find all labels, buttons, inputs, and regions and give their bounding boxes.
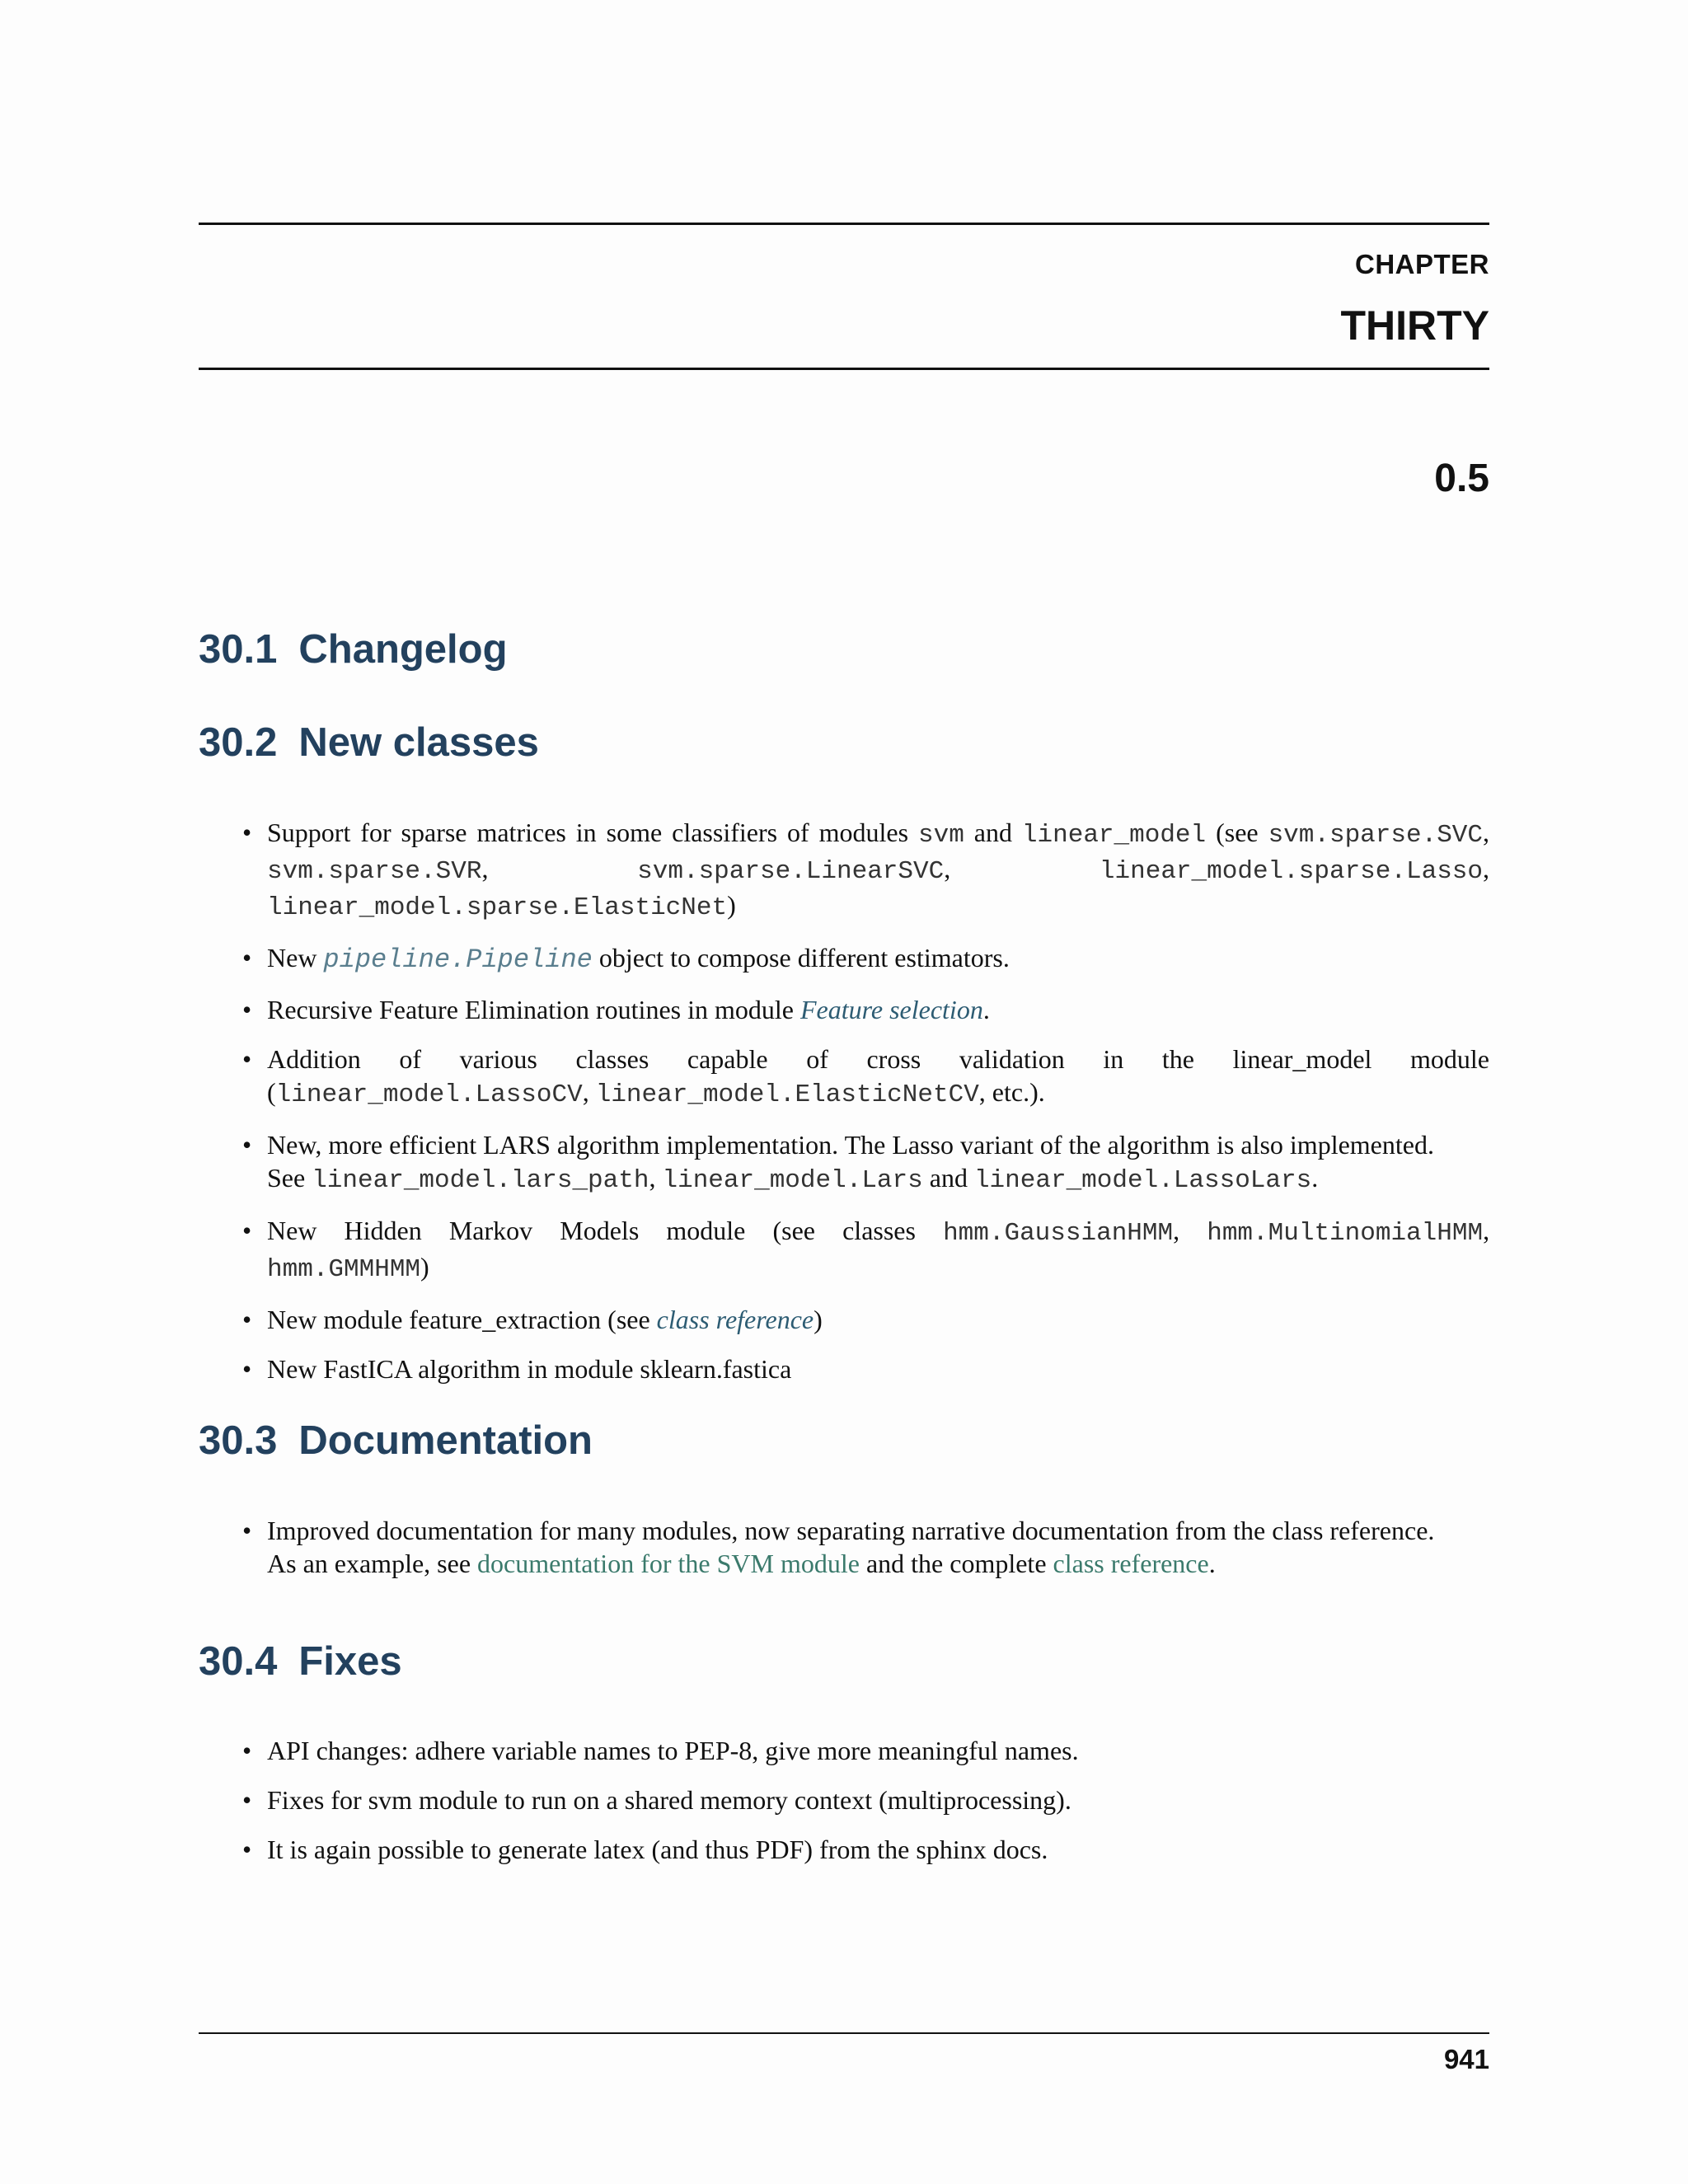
page-number: 941 <box>1443 2044 1489 2074</box>
code-lars: linear_model.Lars <box>662 1166 923 1195</box>
pipeline-link[interactable]: pipeline.Pipeline <box>323 944 593 975</box>
class-reference-link[interactable]: class reference <box>1053 1549 1209 1578</box>
line: • Support for sparse matrices in some classifiers of modules svm and linear_model (see svm.sparse.SVC, <box>267 818 1490 850</box>
documentation-list <box>267 1514 1489 1596</box>
section-number: 30.1 <box>199 627 278 672</box>
chapter-top-rule <box>199 223 1489 225</box>
line: • Improved documentation for many modules, now separating narrative documentation from the class reference. <box>267 1516 1435 1545</box>
code-lars-path: linear_model.lars_path <box>312 1166 649 1195</box>
list-item <box>267 1514 1489 1580</box>
fixes-list <box>267 1734 1489 1882</box>
line: linear_model.sparse.ElasticNet) <box>267 890 736 922</box>
svm-documentation-link[interactable]: documentation for the SVM module <box>477 1549 860 1578</box>
code-linear-model-sparse-lasso: linear_model.sparse.Lasso <box>1099 857 1483 886</box>
list-item: • New FastICA algorithm in module sklearn.fastica <box>267 1352 1489 1385</box>
class-reference-link[interactable]: class reference <box>656 1305 814 1334</box>
code-svm-sparse-linearsvc: svm.sparse.LinearSVC <box>637 857 945 886</box>
chapter-bottom-rule <box>199 368 1489 370</box>
line: hmm.GMMHMM) <box>267 1252 429 1284</box>
list-item: • Recursive Feature Elimination routines in module Feature selection. <box>267 993 1489 1026</box>
code-linear-model: linear_model <box>1021 821 1207 850</box>
section-title: Changelog <box>298 627 508 672</box>
code-svm: svm <box>918 821 964 850</box>
section-number: 30.4 <box>199 1639 278 1684</box>
section-number: 30.3 <box>199 1418 278 1463</box>
line: • Addition of various classes capable of cross validation in the linear_model module <box>267 1044 1489 1074</box>
list-item <box>267 816 1489 925</box>
code-lassolars: linear_model.LassoLars <box>973 1166 1312 1195</box>
line: svm.sparse.SVR, svm.sparse.LinearSVC, linear_model.sparse.Lasso, <box>267 854 1489 886</box>
version-title: 0.5 <box>1434 457 1489 500</box>
section-heading-fixes <box>199 1638 402 1685</box>
code-svm-sparse-svr: svm.sparse.SVR <box>267 857 482 886</box>
code-multinomialhmm: hmm.MultinomialHMM <box>1207 1219 1484 1248</box>
new-classes-list <box>267 816 1489 1402</box>
line: As an example, see documentation for the SVM module and the complete class reference. <box>267 1549 1216 1578</box>
chapter-name: THIRTY <box>1340 302 1489 349</box>
code-gaussianhmm: hmm.GaussianHMM <box>943 1219 1174 1248</box>
list-item: • It is again possible to generate latex (and thus PDF) from the sphinx docs. <box>267 1833 1489 1866</box>
list-item <box>267 1043 1489 1112</box>
list-item: • API changes: adhere variable names to PEP-8, give more meaningful names. <box>267 1734 1489 1767</box>
list-item: • New module feature_extraction (see class reference) <box>267 1303 1489 1336</box>
code-gmmhmm: hmm.GMMHMM <box>267 1255 421 1284</box>
list-item <box>267 1128 1489 1197</box>
line: See linear_model.lars_path, linear_model.Lars and linear_model.LassoLars. <box>267 1163 1319 1195</box>
line: • New Hidden Markov Models module (see classes hmm.GaussianHMM, hmm.MultinomialHMM, <box>267 1216 1490 1248</box>
section-heading-changelog <box>199 626 508 673</box>
code-linear-model-sparse-elasticnet: linear_model.sparse.ElasticNet <box>267 893 728 922</box>
section-heading-new-classes <box>199 719 539 766</box>
chapter-label: CHAPTER <box>1354 249 1489 279</box>
section-title: Documentation <box>298 1418 593 1463</box>
list-item: • New pipeline.Pipeline object to compose different estimators. <box>267 941 1489 977</box>
line: • New, more efficient LARS algorithm implementation. The Lasso variant of the algorithm is also implemented. <box>267 1130 1434 1160</box>
code-lassocv: linear_model.LassoCV <box>275 1080 583 1109</box>
section-heading-documentation <box>199 1418 593 1464</box>
code-elasticnetcv: linear_model.ElasticNetCV <box>595 1080 979 1109</box>
section-title: Fixes <box>298 1639 402 1684</box>
list-item <box>267 1214 1489 1286</box>
line: (linear_model.LassoCV, linear_model.ElasticNetCV, etc.). <box>267 1077 1045 1109</box>
section-title: New classes <box>298 720 539 765</box>
feature-selection-link[interactable]: Feature selection <box>799 995 983 1024</box>
code-svm-sparse-svc: svm.sparse.SVC <box>1268 821 1484 850</box>
list-item: • Fixes for svm module to run on a shared memory context (multiprocessing). <box>267 1783 1489 1816</box>
footer-rule <box>199 2032 1489 2034</box>
section-number: 30.2 <box>199 720 278 765</box>
